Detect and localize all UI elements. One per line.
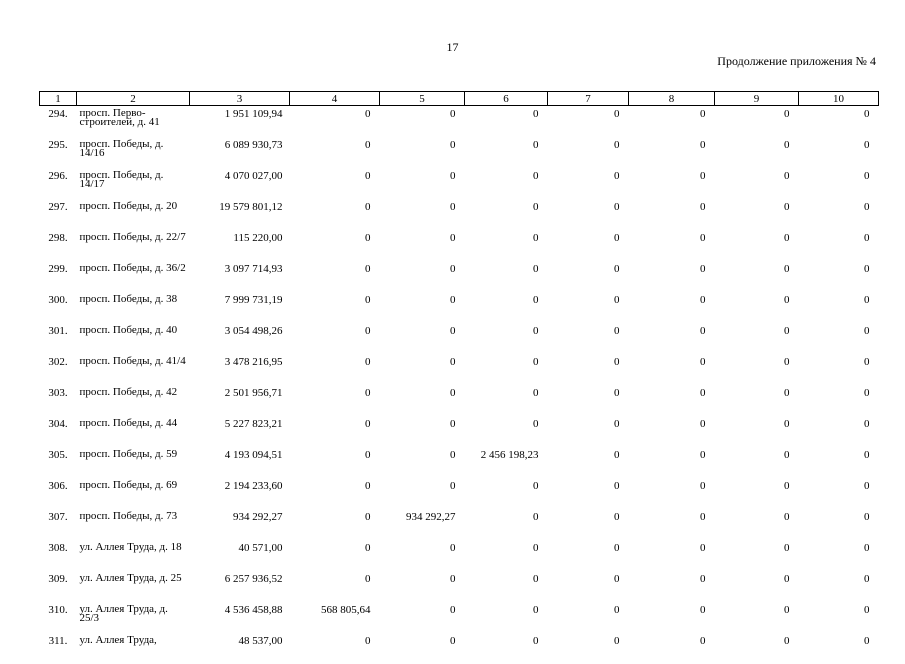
column-header-5: 5 <box>380 92 465 106</box>
col-6-value: 0 <box>465 571 548 602</box>
col-7-value: 0 <box>548 509 629 540</box>
appendix-table-container <box>39 91 878 664</box>
table-body <box>40 106 879 664</box>
row-number: 310. <box>40 602 77 633</box>
col-10-value: 0 <box>799 571 879 602</box>
col-3-value: 40 571,00 <box>190 540 290 571</box>
col-8-value: 0 <box>629 230 715 261</box>
col-10-value: 0 <box>799 292 879 323</box>
address-cell: ул. Аллея Труда, д. 25/3 <box>77 602 190 633</box>
col-9-value: 0 <box>715 416 799 447</box>
table-row <box>40 323 879 354</box>
row-number: 309. <box>40 571 77 602</box>
col-4-value: 0 <box>290 106 380 138</box>
col-6-value: 0 <box>465 509 548 540</box>
col-8-value: 0 <box>629 354 715 385</box>
col-9-value: 0 <box>715 106 799 138</box>
table-header <box>40 92 879 106</box>
col-3-value: 5 227 823,21 <box>190 416 290 447</box>
col-8-value: 0 <box>629 602 715 633</box>
address-cell: просп. Победы, д. 44 <box>77 416 190 447</box>
col-4-value: 0 <box>290 447 380 478</box>
address-cell: просп. Победы, д. 41/4 <box>77 354 190 385</box>
col-7-value: 0 <box>548 633 629 664</box>
col-4-value: 0 <box>290 292 380 323</box>
table-row <box>40 385 879 416</box>
col-10-value: 0 <box>799 168 879 199</box>
col-9-value: 0 <box>715 385 799 416</box>
col-10-value: 0 <box>799 137 879 168</box>
column-header-3: 3 <box>190 92 290 106</box>
col-3-value: 6 257 936,52 <box>190 571 290 602</box>
col-10-value: 0 <box>799 416 879 447</box>
address-cell: просп. Победы, д. 14/16 <box>77 137 190 168</box>
address-cell: ул. Аллея Труда, д. 25 <box>77 571 190 602</box>
col-4-value: 0 <box>290 354 380 385</box>
col-4-value: 0 <box>290 168 380 199</box>
col-9-value: 0 <box>715 571 799 602</box>
row-number: 296. <box>40 168 77 199</box>
column-header-2: 2 <box>77 92 190 106</box>
table-row <box>40 168 879 199</box>
col-3-value: 115 220,00 <box>190 230 290 261</box>
col-6-value: 0 <box>465 416 548 447</box>
col-10-value: 0 <box>799 540 879 571</box>
col-8-value: 0 <box>629 292 715 323</box>
col-5-value: 0 <box>380 261 465 292</box>
col-8-value: 0 <box>629 168 715 199</box>
col-7-value: 0 <box>548 323 629 354</box>
col-7-value: 0 <box>548 478 629 509</box>
col-4-value: 0 <box>290 323 380 354</box>
col-7-value: 0 <box>548 230 629 261</box>
table-row <box>40 602 879 633</box>
col-5-value: 0 <box>380 354 465 385</box>
col-4-value: 568 805,64 <box>290 602 380 633</box>
address-cell: ул. Аллея Труда, д. 18 <box>77 540 190 571</box>
col-7-value: 0 <box>548 540 629 571</box>
col-5-value: 934 292,27 <box>380 509 465 540</box>
address-cell: просп. Победы, д. 38 <box>77 292 190 323</box>
col-6-value: 0 <box>465 323 548 354</box>
row-number: 311. <box>40 633 77 664</box>
row-number: 308. <box>40 540 77 571</box>
col-4-value: 0 <box>290 137 380 168</box>
address-cell: просп. Перво-строителей, д. 41 <box>77 106 190 138</box>
col-9-value: 0 <box>715 354 799 385</box>
address-cell: ул. Аллея Труда, <box>77 633 190 664</box>
col-9-value: 0 <box>715 137 799 168</box>
col-10-value: 0 <box>799 633 879 664</box>
col-6-value: 0 <box>465 540 548 571</box>
col-4-value: 0 <box>290 478 380 509</box>
col-3-value: 2 194 233,60 <box>190 478 290 509</box>
col-8-value: 0 <box>629 385 715 416</box>
col-8-value: 0 <box>629 261 715 292</box>
col-6-value: 0 <box>465 199 548 230</box>
address-cell: просп. Победы, д. 73 <box>77 509 190 540</box>
table-row <box>40 261 879 292</box>
col-9-value: 0 <box>715 261 799 292</box>
col-9-value: 0 <box>715 230 799 261</box>
col-7-value: 0 <box>548 292 629 323</box>
row-number: 297. <box>40 199 77 230</box>
col-3-value: 6 089 930,73 <box>190 137 290 168</box>
col-8-value: 0 <box>629 447 715 478</box>
col-6-value: 0 <box>465 137 548 168</box>
col-6-value: 0 <box>465 292 548 323</box>
col-3-value: 934 292,27 <box>190 509 290 540</box>
row-number: 303. <box>40 385 77 416</box>
appendix-table <box>39 91 879 664</box>
col-3-value: 3 097 714,93 <box>190 261 290 292</box>
col-3-value: 48 537,00 <box>190 633 290 664</box>
col-4-value: 0 <box>290 509 380 540</box>
col-9-value: 0 <box>715 633 799 664</box>
table-row <box>40 540 879 571</box>
column-header-8: 8 <box>629 92 715 106</box>
col-5-value: 0 <box>380 416 465 447</box>
address-cell: просп. Победы, д. 20 <box>77 199 190 230</box>
col-5-value: 0 <box>380 106 465 138</box>
col-4-value: 0 <box>290 571 380 602</box>
column-header-6: 6 <box>465 92 548 106</box>
col-10-value: 0 <box>799 447 879 478</box>
address-cell: просп. Победы, д. 36/2 <box>77 261 190 292</box>
col-5-value: 0 <box>380 602 465 633</box>
col-6-value: 0 <box>465 385 548 416</box>
col-7-value: 0 <box>548 261 629 292</box>
table-row <box>40 633 879 664</box>
col-3-value: 3 054 498,26 <box>190 323 290 354</box>
col-8-value: 0 <box>629 106 715 138</box>
row-number: 295. <box>40 137 77 168</box>
col-4-value: 0 <box>290 385 380 416</box>
col-8-value: 0 <box>629 540 715 571</box>
col-5-value: 0 <box>380 199 465 230</box>
header-row <box>40 92 879 106</box>
address-cell: просп. Победы, д. 59 <box>77 447 190 478</box>
table-row <box>40 416 879 447</box>
col-8-value: 0 <box>629 199 715 230</box>
page-number: 17 <box>0 40 905 55</box>
col-5-value: 0 <box>380 447 465 478</box>
col-10-value: 0 <box>799 509 879 540</box>
col-7-value: 0 <box>548 106 629 138</box>
column-header-4: 4 <box>290 92 380 106</box>
col-7-value: 0 <box>548 354 629 385</box>
col-9-value: 0 <box>715 447 799 478</box>
col-5-value: 0 <box>380 230 465 261</box>
row-number: 306. <box>40 478 77 509</box>
col-8-value: 0 <box>629 509 715 540</box>
row-number: 294. <box>40 106 77 138</box>
col-6-value: 0 <box>465 230 548 261</box>
table-row <box>40 571 879 602</box>
table-row <box>40 509 879 540</box>
col-8-value: 0 <box>629 137 715 168</box>
table-row <box>40 199 879 230</box>
col-8-value: 0 <box>629 633 715 664</box>
col-7-value: 0 <box>548 199 629 230</box>
col-5-value: 0 <box>380 633 465 664</box>
table-row <box>40 478 879 509</box>
column-header-7: 7 <box>548 92 629 106</box>
col-6-value: 0 <box>465 602 548 633</box>
col-4-value: 0 <box>290 540 380 571</box>
col-10-value: 0 <box>799 261 879 292</box>
col-6-value: 0 <box>465 261 548 292</box>
col-6-value: 2 456 198,23 <box>465 447 548 478</box>
col-8-value: 0 <box>629 478 715 509</box>
col-7-value: 0 <box>548 447 629 478</box>
row-number: 302. <box>40 354 77 385</box>
address-cell: просп. Победы, д. 69 <box>77 478 190 509</box>
col-9-value: 0 <box>715 478 799 509</box>
col-6-value: 0 <box>465 168 548 199</box>
col-5-value: 0 <box>380 137 465 168</box>
col-9-value: 0 <box>715 509 799 540</box>
col-6-value: 0 <box>465 478 548 509</box>
col-9-value: 0 <box>715 540 799 571</box>
col-7-value: 0 <box>548 385 629 416</box>
col-3-value: 4 193 094,51 <box>190 447 290 478</box>
col-10-value: 0 <box>799 602 879 633</box>
row-number: 305. <box>40 447 77 478</box>
table-row <box>40 137 879 168</box>
col-8-value: 0 <box>629 416 715 447</box>
address-cell: просп. Победы, д. 42 <box>77 385 190 416</box>
col-10-value: 0 <box>799 385 879 416</box>
table-row <box>40 447 879 478</box>
col-3-value: 2 501 956,71 <box>190 385 290 416</box>
col-8-value: 0 <box>629 571 715 602</box>
address-cell: просп. Победы, д. 40 <box>77 323 190 354</box>
col-5-value: 0 <box>380 323 465 354</box>
row-number: 299. <box>40 261 77 292</box>
col-10-value: 0 <box>799 230 879 261</box>
col-5-value: 0 <box>380 571 465 602</box>
col-10-value: 0 <box>799 478 879 509</box>
col-7-value: 0 <box>548 602 629 633</box>
col-4-value: 0 <box>290 416 380 447</box>
col-10-value: 0 <box>799 323 879 354</box>
col-4-value: 0 <box>290 230 380 261</box>
col-5-value: 0 <box>380 540 465 571</box>
col-7-value: 0 <box>548 416 629 447</box>
table-row <box>40 354 879 385</box>
col-7-value: 0 <box>548 168 629 199</box>
col-6-value: 0 <box>465 354 548 385</box>
address-cell: просп. Победы, д. 22/7 <box>77 230 190 261</box>
col-7-value: 0 <box>548 571 629 602</box>
row-number: 301. <box>40 323 77 354</box>
col-9-value: 0 <box>715 199 799 230</box>
col-3-value: 19 579 801,12 <box>190 199 290 230</box>
col-10-value: 0 <box>799 199 879 230</box>
col-4-value: 0 <box>290 633 380 664</box>
col-9-value: 0 <box>715 323 799 354</box>
col-8-value: 0 <box>629 323 715 354</box>
col-5-value: 0 <box>380 292 465 323</box>
table-row <box>40 292 879 323</box>
row-number: 300. <box>40 292 77 323</box>
col-6-value: 0 <box>465 633 548 664</box>
column-header-10: 10 <box>799 92 879 106</box>
col-5-value: 0 <box>380 478 465 509</box>
address-cell: просп. Победы, д. 14/17 <box>77 168 190 199</box>
row-number: 298. <box>40 230 77 261</box>
col-5-value: 0 <box>380 385 465 416</box>
col-4-value: 0 <box>290 199 380 230</box>
col-10-value: 0 <box>799 354 879 385</box>
col-10-value: 0 <box>799 106 879 138</box>
col-6-value: 0 <box>465 106 548 138</box>
table-row <box>40 230 879 261</box>
col-3-value: 1 951 109,94 <box>190 106 290 138</box>
col-3-value: 4 536 458,88 <box>190 602 290 633</box>
table-row <box>40 106 879 138</box>
column-header-9: 9 <box>715 92 799 106</box>
col-9-value: 0 <box>715 292 799 323</box>
row-number: 304. <box>40 416 77 447</box>
column-header-1: 1 <box>40 92 77 106</box>
row-number: 307. <box>40 509 77 540</box>
col-9-value: 0 <box>715 602 799 633</box>
col-9-value: 0 <box>715 168 799 199</box>
col-3-value: 7 999 731,19 <box>190 292 290 323</box>
col-4-value: 0 <box>290 261 380 292</box>
continuation-label: Продолжение приложения № 4 <box>717 54 876 69</box>
col-3-value: 3 478 216,95 <box>190 354 290 385</box>
col-7-value: 0 <box>548 137 629 168</box>
col-3-value: 4 070 027,00 <box>190 168 290 199</box>
col-5-value: 0 <box>380 168 465 199</box>
